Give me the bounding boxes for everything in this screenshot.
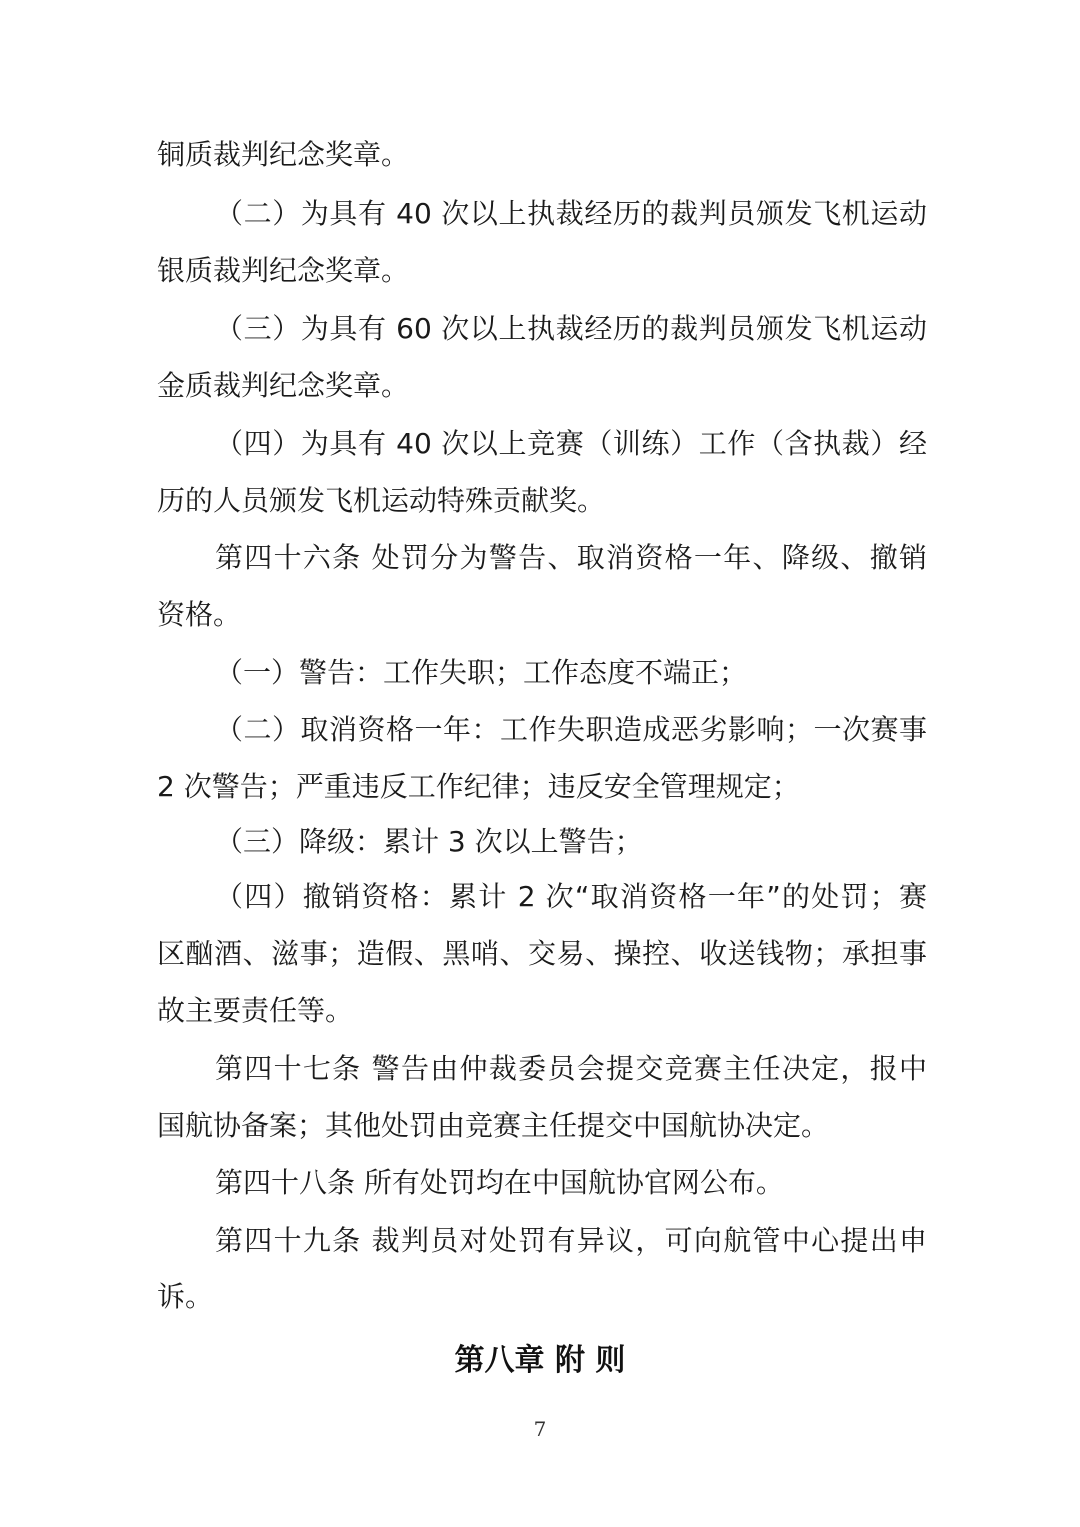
text-line: 故主要责任等。 [157, 994, 354, 1027]
text-line: 历的人员颁发飞机运动特殊贡献奖。 [157, 484, 606, 517]
text-line: 第四十六条 处罚分为警告、取消资格一年、降级、撤销 [215, 541, 927, 574]
text-line: 资格。 [157, 598, 242, 631]
text-line: 铜质裁判纪念奖章。 [157, 138, 410, 171]
text-line: 区酗酒、滋事；造假、黑哨、交易、操控、收送钱物；承担事 [157, 937, 927, 970]
chapter-heading: 第八章 附 则 [454, 1343, 626, 1378]
text-line: （三）降级：累计 3 次以上警告； [215, 825, 643, 858]
text-line: （一）警告：工作失职；工作态度不端正； [215, 656, 748, 689]
page-number: 7 [533, 1417, 547, 1441]
text-line: 2 次警告；严重违反工作纪律；违反安全管理规定； [157, 770, 800, 803]
text-line: 银质裁判纪念奖章。 [157, 254, 410, 287]
text-line: （三）为具有 60 次以上执裁经历的裁判员颁发飞机运动 [215, 312, 927, 345]
text-line: （四）为具有 40 次以上竞赛（训练）工作（含执裁）经 [215, 427, 927, 460]
text-line: 第四十八条 所有处罚均在中国航协官网公布。 [215, 1166, 784, 1199]
text-line: （四）撤销资格：累计 2 次“取消资格一年”的处罚；赛 [215, 880, 927, 913]
text-line: 诉。 [157, 1280, 214, 1313]
text-line: （二）为具有 40 次以上执裁经历的裁判员颁发飞机运动 [215, 197, 927, 230]
text-line: 金质裁判纪念奖章。 [157, 369, 410, 402]
text-line: 第四十七条 警告由仲裁委员会提交竞赛主任决定，报中 [215, 1052, 927, 1085]
text-line: 国航协备案；其他处罚由竞赛主任提交中国航协决定。 [157, 1109, 830, 1142]
text-line: 第四十九条 裁判员对处罚有异议，可向航管中心提出申 [215, 1224, 927, 1257]
text-line: （二）取消资格一年：工作失职造成恶劣影响；一次赛事 [215, 713, 927, 746]
